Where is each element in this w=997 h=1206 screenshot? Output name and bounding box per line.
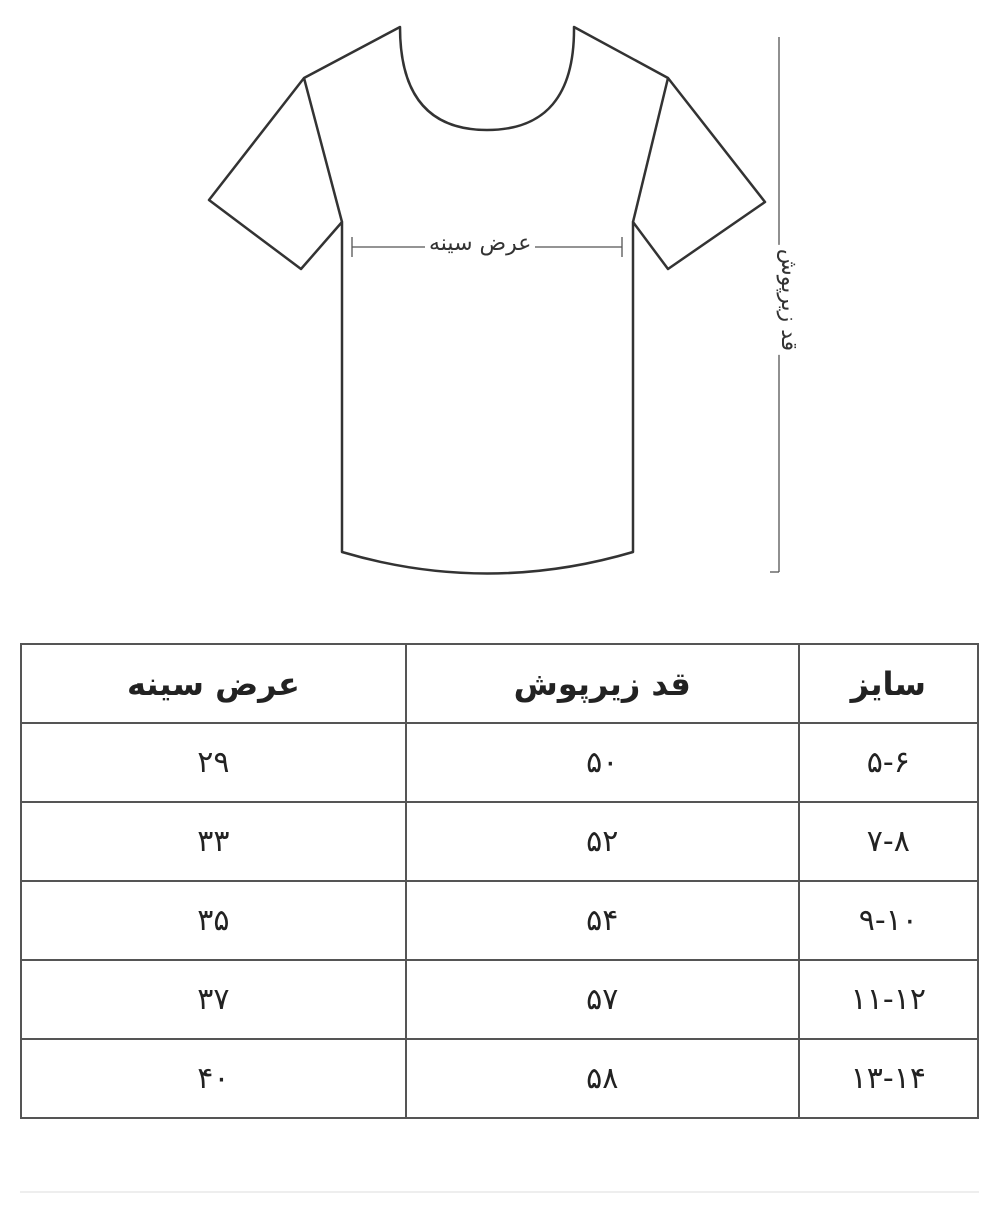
cell-length: ۵۸ — [406, 1039, 799, 1118]
cell-chest: ۴۰ — [21, 1039, 406, 1118]
cell-size: ۵-۶ — [799, 723, 978, 802]
header-size: سایز — [799, 644, 978, 723]
cell-length: ۵۲ — [406, 802, 799, 881]
cell-chest: ۳۵ — [21, 881, 406, 960]
cell-chest: ۳۷ — [21, 960, 406, 1039]
cell-size: ۱۱-۱۲ — [799, 960, 978, 1039]
table-row — [21, 881, 978, 960]
tshirt-outline-icon — [0, 0, 997, 600]
header-chest: عرض سینه — [21, 644, 406, 723]
cell-size: ۷-۸ — [799, 802, 978, 881]
cell-length: ۵۰ — [406, 723, 799, 802]
chest-width-label: عرض سینه — [425, 233, 535, 255]
table-row — [21, 960, 978, 1039]
table-row — [21, 802, 978, 881]
cell-size: ۱۳-۱۴ — [799, 1039, 978, 1118]
tshirt-size-diagram — [0, 0, 997, 600]
cell-length: ۵۴ — [406, 881, 799, 960]
cell-chest: ۳۳ — [21, 802, 406, 881]
table-row — [21, 1039, 978, 1118]
cell-length: ۵۷ — [406, 960, 799, 1039]
header-length: قد زیرپوش — [406, 644, 799, 723]
divider — [20, 1191, 979, 1193]
table-row — [21, 723, 978, 802]
length-label: قد زیرپوش — [777, 245, 799, 355]
table-header-row — [21, 644, 978, 723]
cell-size: ۹-۱۰ — [799, 881, 978, 960]
size-table — [20, 643, 979, 1119]
cell-chest: ۲۹ — [21, 723, 406, 802]
